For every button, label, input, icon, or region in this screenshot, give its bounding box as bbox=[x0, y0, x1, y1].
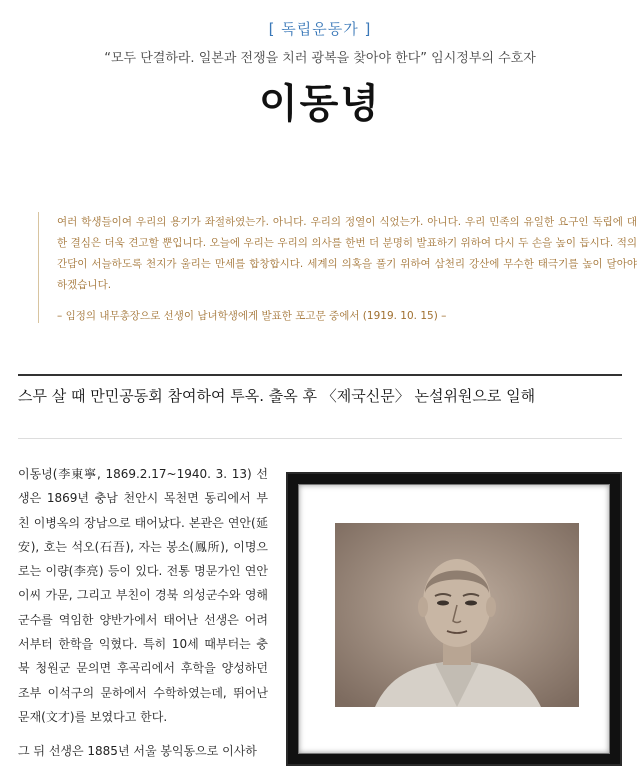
section-divider-bottom bbox=[18, 438, 622, 439]
quote-source: – 임정의 내무총장으로 선생이 남녀학생에게 발표한 포고문 중에서 (1919. 10. 15) – bbox=[57, 310, 447, 322]
body-paragraph: 그 뒤 선생은 1885년 서울 봉익동으로 이사하 bbox=[18, 744, 257, 759]
article-subtitle: “모두 단결하라. 일본과 전쟁을 치러 광복을 찾아야 한다” 임시정부의 수호자 bbox=[104, 51, 536, 66]
portrait-frame bbox=[286, 472, 622, 766]
body-paragraph: 이동녕(李東寧, 1869.2.17~1940. 3. 13) 선생은 1869년 충남 천안시 목천면 동리에서 부친 이병옥의 장남으로 태어났다. 본관은 연안(延安), 호는 석오(石吾), 자는 봉소(鳳所), 이명으로는 이량(李亮) 등이 있다. 전통 명문가인 연안 이씨 가문, 그리고 부친이 경북 의성군수와 영해군수를 역임한 양반가에서 태어난 선생은 어려서부터 한학을 익혔다. 특히 10세 때부터는 충북 청원군 문의면 후곡리에서 후학을 양성하던 조부 이석구의 문하에서 수학하였는데, 뛰어난 문재(文才)를 보였다고 한다. bbox=[18, 467, 268, 724]
page-title: 이동녕 bbox=[259, 80, 381, 127]
portrait-photo bbox=[335, 523, 579, 707]
portrait-figure bbox=[335, 523, 579, 707]
category-label: [ 독립운동가 ] bbox=[268, 20, 372, 38]
portrait-mat bbox=[298, 484, 610, 754]
quote-text: 여러 학생들이여 우리의 용기가 좌절하였는가. 아니다. 우리의 정열이 식었는가. 아니다. 우리 민족의 유일한 요구인 독립에 대한 결심은 더욱 견고할 뿐입니다. 오늘에 우리는 우리의 의사를 한번 더 분명히 발표하기 위하여 다시 두 손을 높이 듭시다. 적의 간담이 서늘하도록 천지가 울리는 만세를 합창합시다. 세계의 의혹을 풀기 위하여 삼천리 강산에 무수한 태극기를 높이 달아야 하겠습니다. bbox=[57, 216, 637, 291]
section-divider-top bbox=[18, 374, 622, 376]
quote-block bbox=[38, 212, 637, 323]
article-body bbox=[18, 462, 268, 774]
section-heading: 스무 살 때 만민공동회 참여하여 투옥. 출옥 후 〈제국신문〉 논설위원으로 일해 bbox=[18, 387, 536, 405]
